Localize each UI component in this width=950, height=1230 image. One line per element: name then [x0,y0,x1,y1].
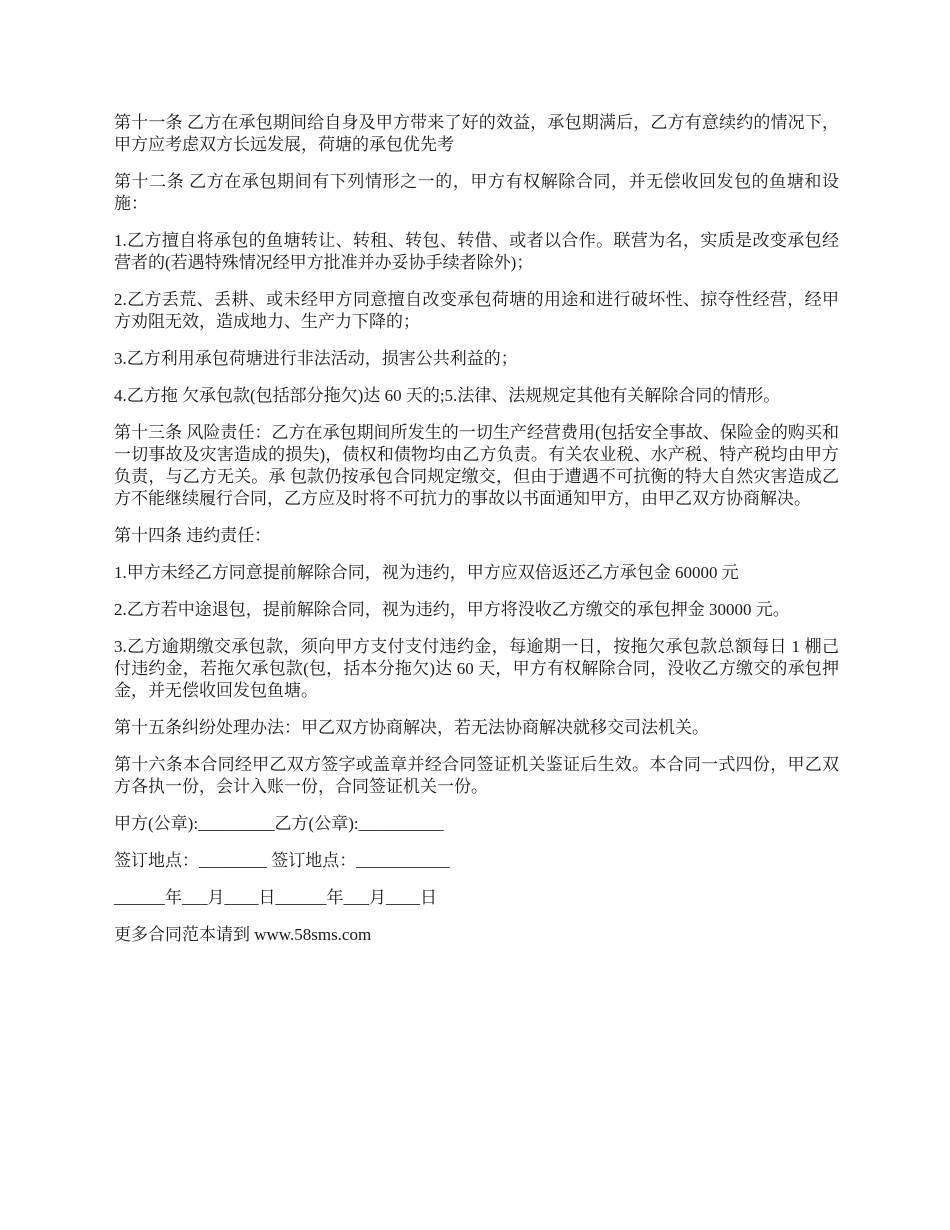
article-14-item-3: 3.乙方逾期缴交承包款，须向甲方支付支付违约金，每逾期一日，按拖欠承包款总额每日 1 棚己付违约金，若拖欠承包款(包，括本分拖欠)达 60 天，甲方有权解除合同，没收乙方缴交的承包押金，并无偿收回发包鱼塘。 [114,637,839,700]
article-12-item-3: 3.乙方利用承包荷塘进行非法活动，损害公共利益的； [114,349,518,368]
article-12-item-4-5: 4.乙方拖 欠承包款(包括部分拖欠)达 60 天的;5.法律、法规规定其他有关解除合同的情形。 [114,386,781,405]
article-12-item-1: 1.乙方擅自将承包的鱼塘转让、转租、转包、转借、或者以合作。联营为名，实质是改变承包经营者的(若遇特殊情况经甲方批准并办妥协手续者除外)； [114,231,839,272]
article-15-paragraph: 第十五条纠纷处理办法：甲乙双方协商解决，若无法协商解决就移交司法机关。 [114,718,709,737]
article-16-paragraph: 第十六条本合同经甲乙双方签字或盖章并经合同签证机关鉴证后生效。本合同一式四份，甲乙双方各执一份，会计入账一份，合同签证机关一份。 [114,755,839,796]
seal-signature-line: 甲方(公章):_________乙方(公章):__________ [114,814,444,833]
signing-date-line: ______年___月____日______年___月____日 [114,888,437,907]
article-14-item-1: 1.甲方未经乙方同意提前解除合同，视为违约，甲方应双倍返还乙方承包金 60000 元 [114,563,739,582]
contract-document [114,112,839,961]
article-11-paragraph: 第十一条 乙方在承包期间给自身及甲方带来了好的效益，承包期满后，乙方有意续约的情况下，甲方应考虑双方长远发展，荷塘的承包优先考 [114,113,839,154]
article-14-heading: 第十四条 违约责任： [114,526,272,545]
article-13-paragraph: 第十三条 风险责任：乙方在承包期间所发生的一切生产经营费用(包括安全事故、保险金的购买和一切事故及灾害造成的损失)，债权和债物均由乙方负责。有关农业税、水产税、特产税均由甲方负责，与乙方无关。承 包款仍按承包合同规定缴交，但由于遭遇不可抗衡的特大自然灾害造成乙方不能继续履行合同，乙方应及时将不可抗力的事故以书面通知甲方，由甲乙双方协商解决。 [114,423,839,508]
article-14-item-2: 2.乙方若中途退包，提前解除合同，视为违约，甲方将没收乙方缴交的承包押金 30000 元。 [114,600,790,619]
article-12-item-2: 2.乙方丢荒、丢耕、或未经甲方同意擅自改变承包荷塘的用途和进行破坏性、掠夺性经营，经甲方劝阻无效，造成地力、生产力下降的； [114,290,839,331]
more-templates-footer: 更多合同范本请到 www.58sms.com [114,925,372,944]
signing-place-line: 签订地点：________ 签订地点：___________ [114,851,450,870]
article-12-paragraph: 第十二条 乙方在承包期间有下列情形之一的，甲方有权解除合同，并无偿收回发包的鱼塘和设施： [114,172,839,213]
